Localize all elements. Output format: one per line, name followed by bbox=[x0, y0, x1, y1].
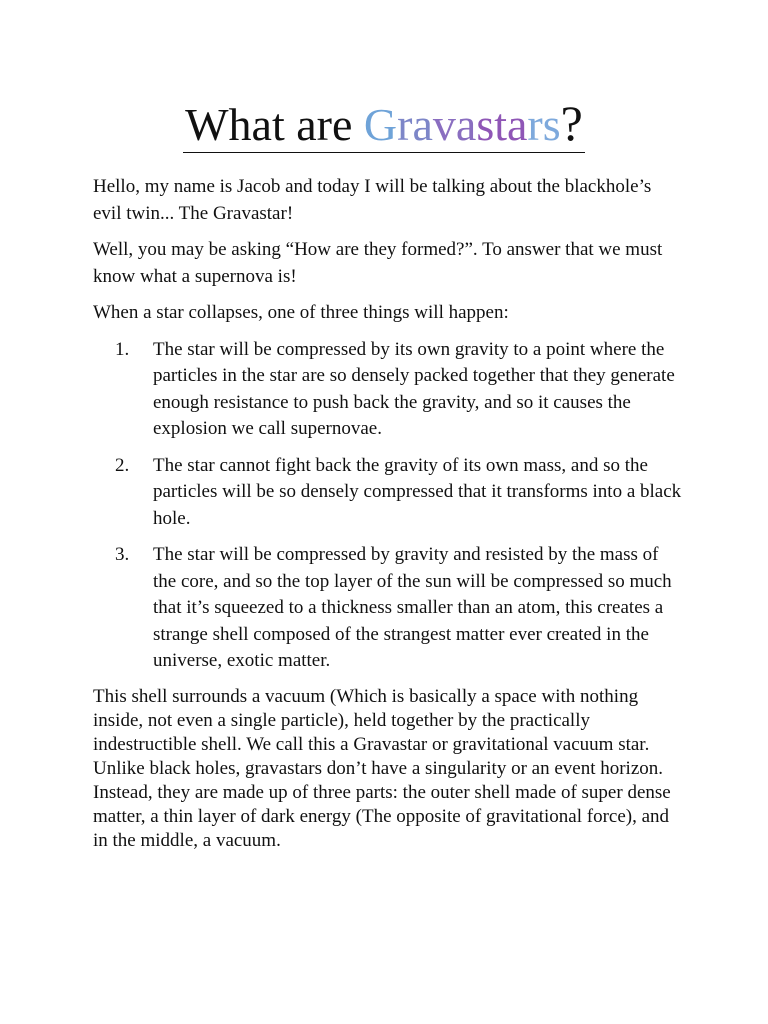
title-word-part: ra bbox=[397, 99, 433, 150]
list-item-number: 1. bbox=[115, 338, 130, 360]
title-container bbox=[0, 96, 768, 153]
page-title bbox=[183, 96, 585, 153]
list-item bbox=[93, 542, 683, 675]
list-item-text: The star will be compressed by its own gravity to a point where the particles in the star are so densely packed together that they generate enough resistance to push back the gravity, and so it causes the explosion we call supernovae. bbox=[153, 338, 675, 439]
list-item-number: 3. bbox=[115, 544, 130, 565]
list-item bbox=[93, 337, 683, 443]
collapse-intro-paragraph: When a star collapses, one of three things will happen: bbox=[93, 302, 509, 323]
document-body bbox=[93, 174, 683, 863]
title-prefix: What are bbox=[185, 99, 364, 150]
gravastar-description-paragraph: This shell surrounds a vacuum (Which is basically a space with nothing inside, not even a single particle), held together by the practically indestructible shell. We call this a Gravastar or gravitational vacuum star. Unlike black holes, gravastars don’t have a singularity or an event horizon. Instead, they are made up of three parts: the outer shell made of super dense matter, a thin layer of dark energy (The opposite of gravitational force), and in the middle, a vacuum. bbox=[93, 685, 671, 851]
formation-question-paragraph: Well, you may be asking “How are they formed?”. To answer that we must know what a supernova is! bbox=[93, 239, 663, 287]
title-question-mark: ? bbox=[560, 95, 583, 151]
list-item-text: The star will be compressed by gravity and resisted by the mass of the core, and so the top layer of the sun will be compressed so much that it’s squeezed to a thickness smaller than an atom, this creates a strange shell composed of the strangest matter ever created in the universe, exotic matter. bbox=[153, 544, 672, 671]
list-item-text: The star cannot fight back the gravity of its own mass, and so the particles will be so densely compressed that it transforms into a black hole. bbox=[153, 454, 682, 529]
list-item-number: 2. bbox=[115, 454, 130, 476]
title-word-part: rs bbox=[527, 99, 561, 150]
list-item bbox=[93, 453, 683, 533]
collapse-outcomes-list bbox=[93, 337, 683, 675]
intro-paragraph: Hello, my name is Jacob and today I will be talking about the blackhole’s evil twin... The Gravastar! bbox=[93, 176, 652, 224]
title-word-part: G bbox=[363, 99, 398, 150]
title-word-part: sta bbox=[476, 99, 528, 150]
title-word-part: va bbox=[432, 99, 477, 150]
